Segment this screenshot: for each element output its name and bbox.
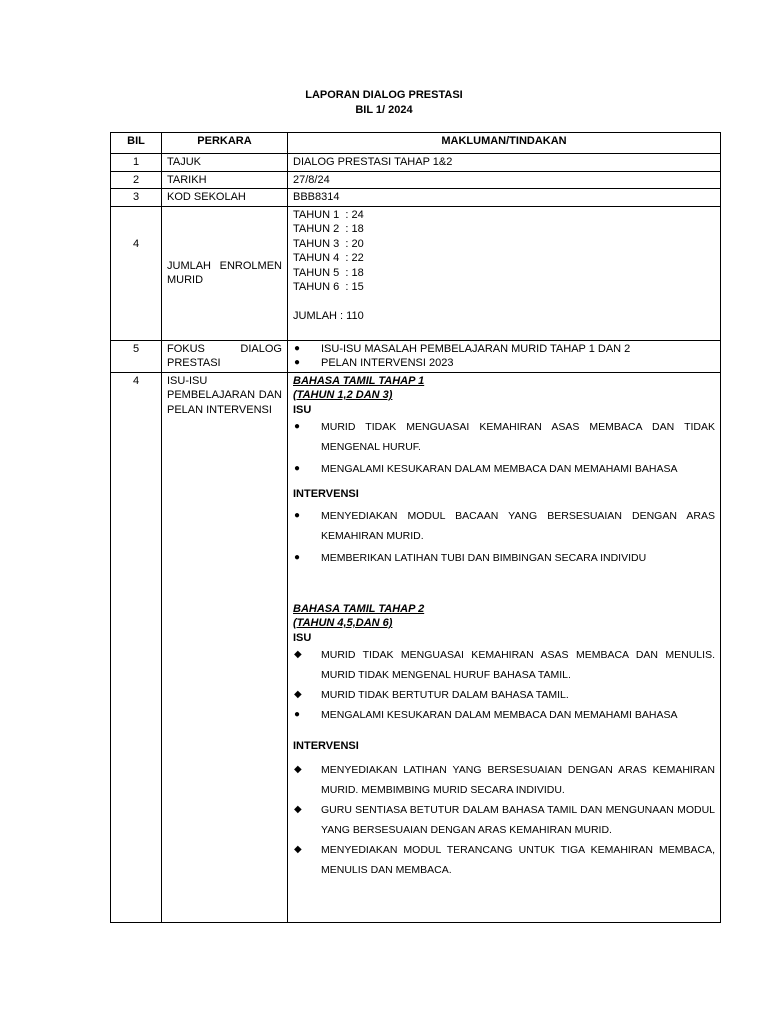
tahap1-intervensi-label: INTERVENSI <box>293 488 359 500</box>
table-row-isu <box>111 372 721 922</box>
enrolment-line: TAHUN 5 : 18 <box>293 266 364 279</box>
fokus-perkara: FOKUS DIALOG PRESTASI <box>167 342 282 369</box>
table-row <box>111 171 721 189</box>
tahap2-isu-item: ◆ MURID TIDAK MENGUASAI KEMAHIRAN ASAS MEMBACA DAN MENULIS. MURID TIDAK MENGENAL HURUF BAHASA TAMIL. <box>293 645 715 685</box>
enrolment-line: TAHUN 2 : 18 <box>293 223 364 235</box>
enrolment-total: JUMLAH : 110 <box>293 309 364 322</box>
report-subtitle: BIL 1/ 2024 <box>355 104 413 116</box>
tahap1-heading: BAHASA TAMIL TAHAP 1 <box>293 374 425 387</box>
row-perkara: KOD SEKOLAH <box>162 189 288 207</box>
report-title: LAPORAN DIALOG PRESTASI <box>305 89 463 101</box>
enrolment-cell <box>288 206 721 340</box>
table-row-enrolment <box>111 206 721 340</box>
table-row <box>111 154 721 172</box>
header-makluman: MAKLUMAN/TINDAKAN <box>288 133 721 154</box>
enrolment-line: TAHUN 1 : 24 <box>293 208 364 221</box>
fokus-item: ● ISU-ISU MASALAH PEMBELAJARAN MURID TAHAP 1 DAN 2 <box>293 342 715 357</box>
isu-cell <box>288 372 721 922</box>
row-bil: 4 <box>111 206 162 340</box>
row-makluman: BBB8314 <box>288 189 721 207</box>
tahap1-isu-item: ● MENGALAMI KESUKARAN DALAM MEMBACA DAN MEMAHAMI BAHASA <box>293 459 715 479</box>
tahap1-isu-item: ● MURID TIDAK MENGUASAI KEMAHIRAN ASAS MEMBACA DAN TIDAK MENGENAL HURUF. <box>293 417 715 457</box>
tahap2-intervensi-item: ◆ MENYEDIAKAN MODUL TERANCANG UNTUK TIGA KEMAHIRAN MEMBACA, MENULIS DAN MEMBACA. <box>293 840 715 880</box>
table-header-row <box>111 133 721 154</box>
tahap1-intervensi-item: ● MENYEDIAKAN MODUL BACAAN YANG BERSESUAIAN DENGAN ARAS KEMAHIRAN MURID. <box>293 506 715 546</box>
header-bil: BIL <box>111 133 162 154</box>
enrolment-line: TAHUN 6 : 15 <box>293 281 364 293</box>
tahap2-isu-item: ● MENGALAMI KESUKARAN DALAM MEMBACA DAN MEMAHAMI BAHASA <box>293 705 715 725</box>
enrolment-line: TAHUN 3 : 20 <box>293 237 364 250</box>
fokus-cell <box>288 340 721 372</box>
row-makluman: 27/8/24 <box>288 171 721 189</box>
row-bil: 4 <box>111 372 162 922</box>
header-perkara: PERKARA <box>162 133 288 154</box>
row-bil: 2 <box>111 171 162 189</box>
tahap2-heading: BAHASA TAMIL TAHAP 2 <box>293 602 425 615</box>
report-table <box>110 132 721 923</box>
tahap2-isu-label: ISU <box>293 631 312 644</box>
tahap1-isu-label: ISU <box>293 403 312 416</box>
tahap2-intervensi-item: ◆ GURU SENTIASA BETUTUR DALAM BAHASA TAMIL DAN MENGUNAAN MODUL YANG BERSESUAIAN DENGAN ARAS KEMAHIRAN MURID. <box>293 800 715 840</box>
row-perkara: TAJUK <box>162 154 288 172</box>
tahap2-intervensi-label: INTERVENSI <box>293 740 359 752</box>
row-bil: 3 <box>111 189 162 207</box>
tahap2-subheading: (TAHUN 4,5,DAN 6) <box>293 617 393 629</box>
enrolment-line: TAHUN 4 : 22 <box>293 252 364 264</box>
tahap1-intervensi-item: ● MEMBERIKAN LATIHAN TUBI DAN BIMBINGAN SECARA INDIVIDU <box>293 548 715 568</box>
row-perkara: TARIKH <box>162 171 288 189</box>
row-bil: 5 <box>111 340 162 372</box>
tahap1-subheading: (TAHUN 1,2 DAN 3) <box>293 389 393 401</box>
table-row-fokus <box>111 340 721 372</box>
tahap2-intervensi-item: ◆ MENYEDIAKAN LATIHAN YANG BERSESUAIAN DENGAN ARAS KEMAHIRAN MURID. MEMBIMBING MURID SECARA INDIVIDU. <box>293 760 715 800</box>
tahap2-isu-item: ◆ MURID TIDAK BERTUTUR DALAM BAHASA TAMIL. <box>293 685 715 705</box>
row-bil: 1 <box>111 154 162 172</box>
row-perkara: ISU-ISU PEMBELAJARAN DAN PELAN INTERVENSI <box>162 372 288 922</box>
table-row <box>111 189 721 207</box>
row-makluman: DIALOG PRESTASI TAHAP 1&2 <box>288 154 721 172</box>
fokus-item: ● PELAN INTERVENSI 2023 <box>293 356 715 371</box>
row-perkara: JUMLAH ENROLMEN MURID <box>162 206 288 340</box>
row-perkara <box>162 340 288 372</box>
